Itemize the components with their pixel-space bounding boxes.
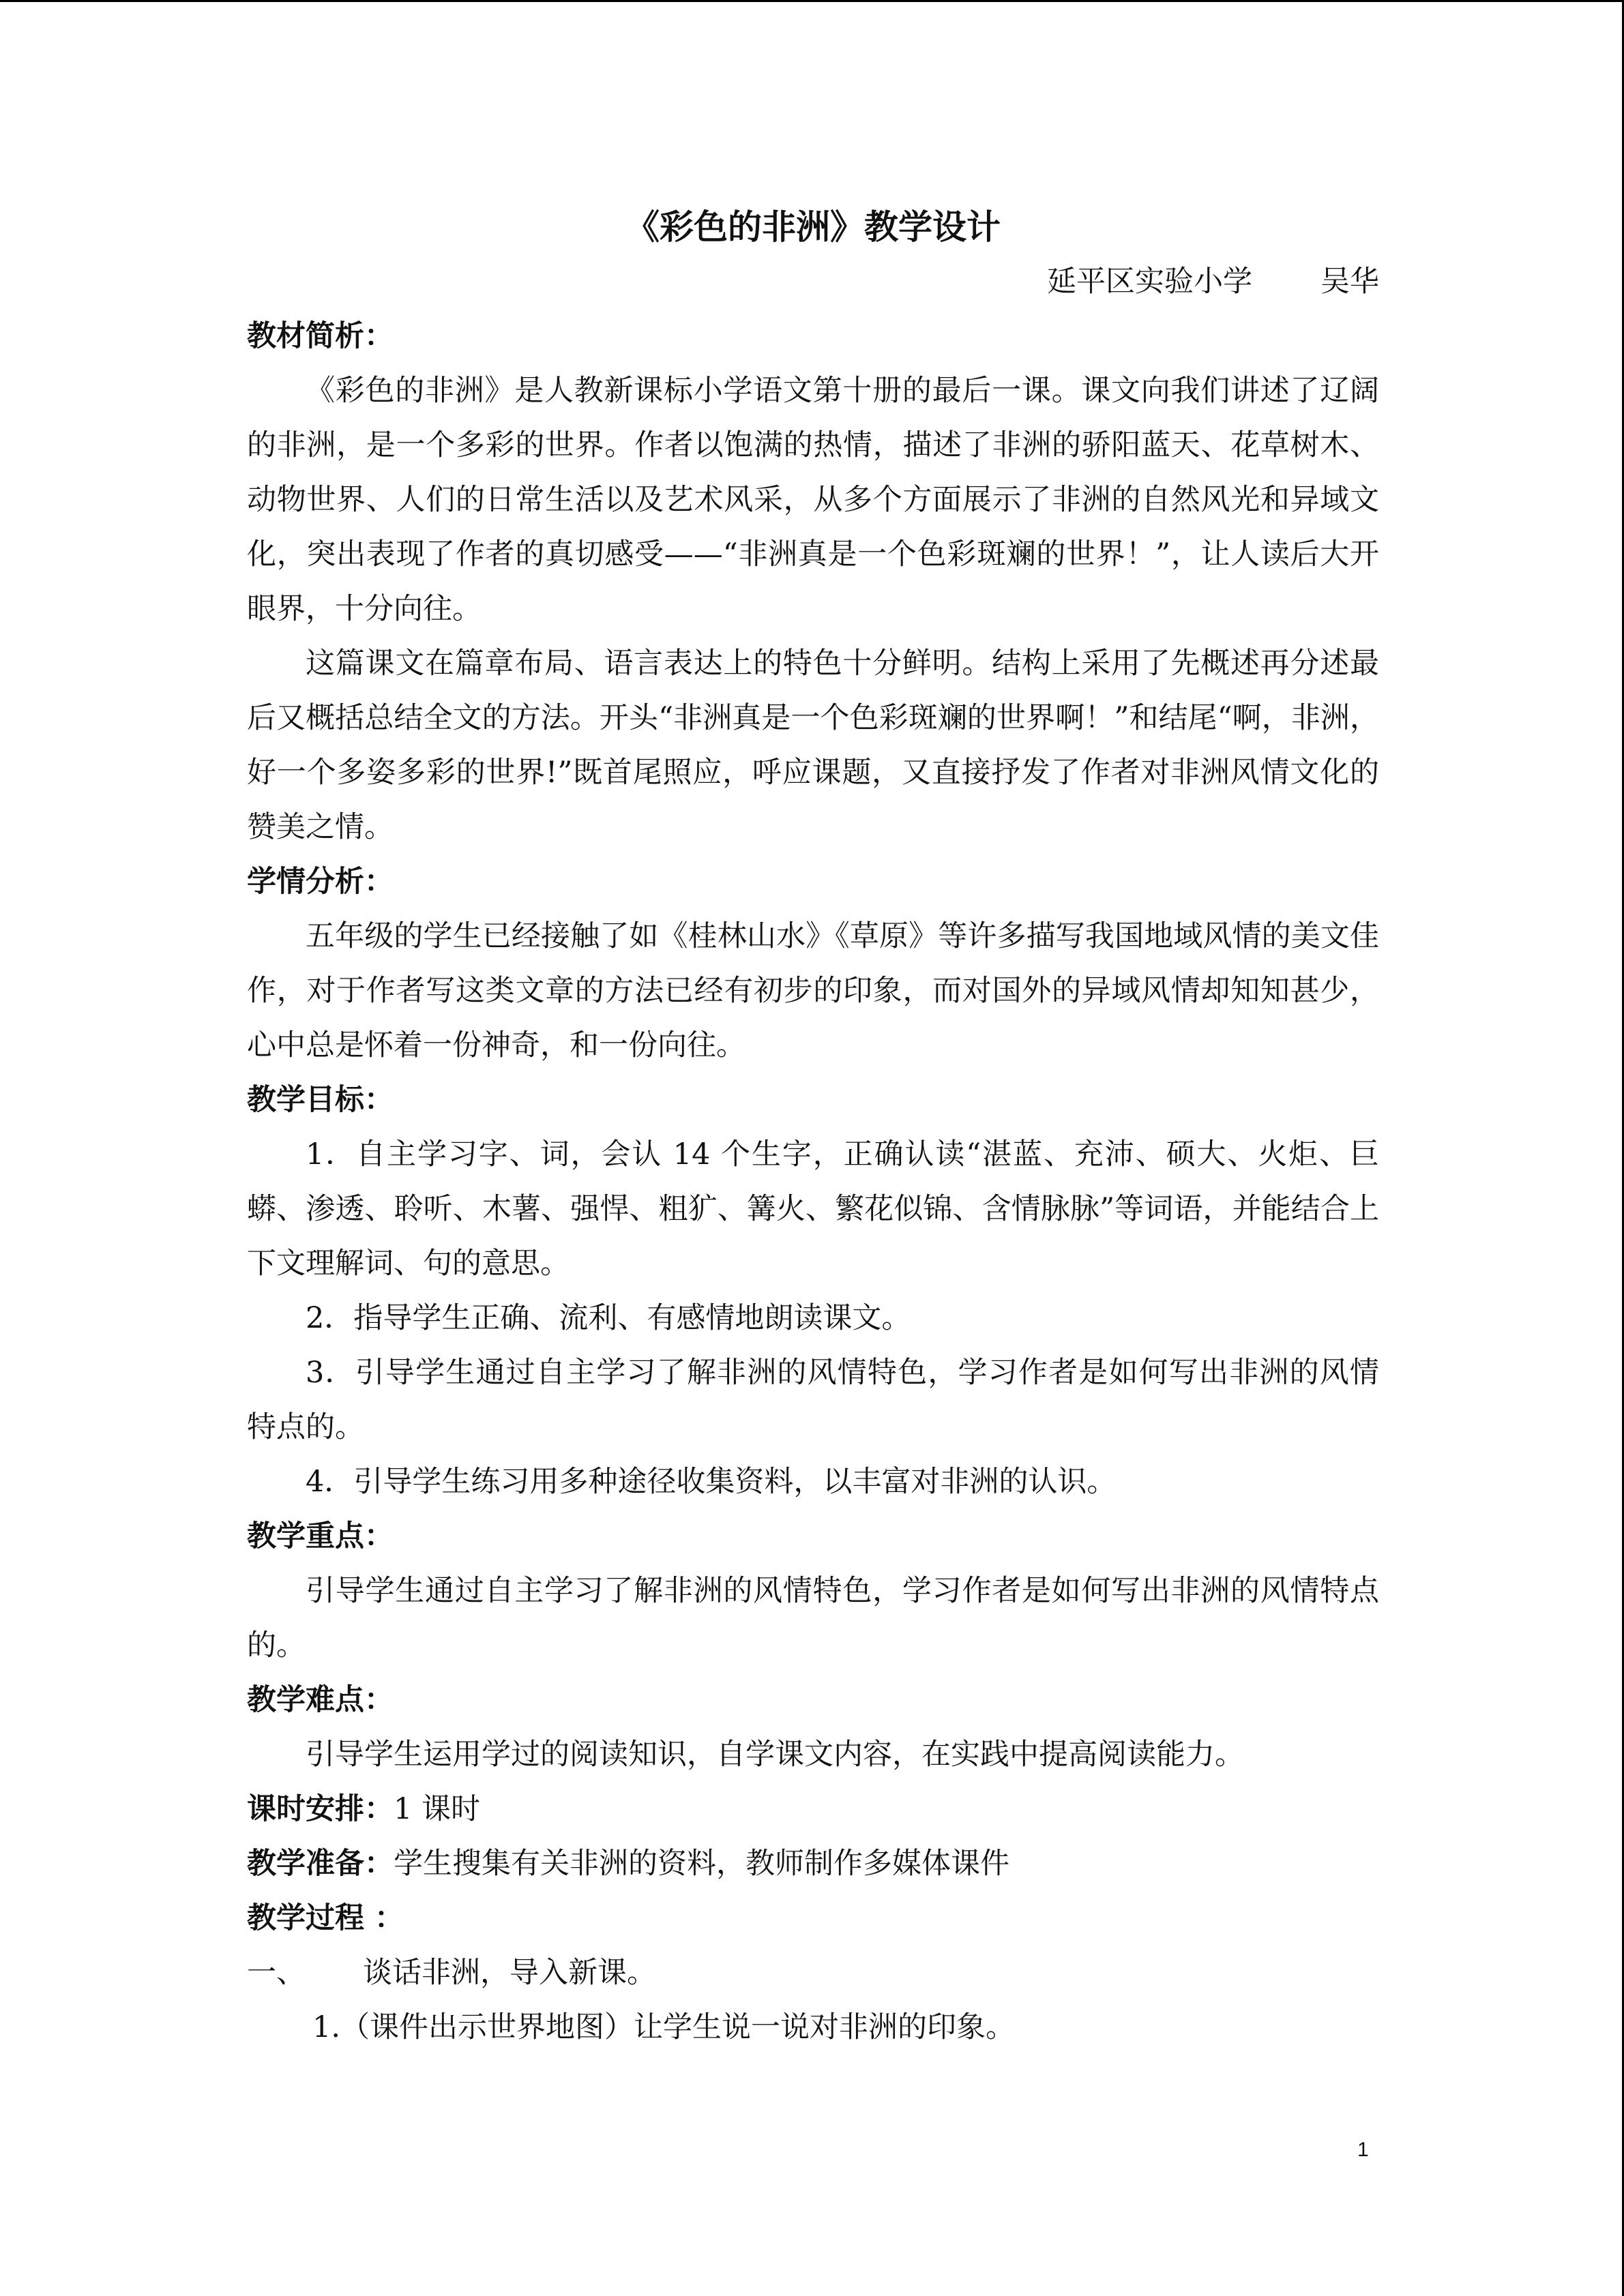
schedule-label: 课时安排：	[247, 1792, 394, 1826]
process-step-1	[247, 1945, 1379, 2000]
textbook-analysis-paragraph-1: 《彩色的非洲》是人教新课标小学语文第十册的最后一课。课文向我们讲述了辽阔的非洲，是一个多彩的世界。作者以饱满的热情，描述了非洲的骄阳蓝天、花草树木、动物世界、人们的日常生活以及艺术风采，从多个方面展示了非洲的自然风光和异域文化，突出表现了作者的真切感受——“非洲真是一个色彩斑斓的世界！”，让人读后大开眼界，十分向往。	[247, 374, 1379, 626]
schedule-row	[247, 1782, 1379, 1836]
teaching-goal-2: 2．指导学生正确、流利、有感情地朗读课文。	[306, 1301, 911, 1335]
page-number: 1	[1357, 2138, 1369, 2161]
student-analysis-paragraph: 五年级的学生已经接触了如《桂林山水》《草原》等许多描写我国地域风情的美文佳作，对于作者写这类文章的方法已经有初步的印象，而对国外的异域风情却知知甚少，心中总是怀着一份神奇，和一份向往。	[247, 919, 1379, 1062]
process-step-1-sub-1: 1.（课件出示世界地图）让学生说一说对非洲的印象。	[312, 2010, 1016, 2044]
textbook-analysis-heading: 教材简析：	[247, 319, 394, 353]
teaching-goal-4: 4．引导学生练习用多种途径收集资料，以丰富对非洲的认识。	[306, 1465, 1117, 1499]
textbook-analysis-paragraph-2: 这篇课文在篇章布局、语言表达上的特色十分鲜明。结构上采用了先概述再分述最后又概括总结全文的方法。开头“非洲真是一个色彩斑斓的世界啊！”和结尾“啊，非洲，好一个多姿多彩的世界!”既首尾照应，呼应课题，又直接抒发了作者对非洲风情文化的赞美之情。	[247, 646, 1379, 844]
student-analysis-heading: 学情分析：	[247, 865, 394, 899]
document-title: 《彩色的非洲》教学设计	[625, 207, 1001, 247]
preparation-label: 教学准备：	[247, 1847, 394, 1881]
key-points-heading: 教学重点：	[247, 1519, 394, 1553]
process-step-1-number: 一、	[247, 1956, 306, 1990]
author-name: 吴华	[1320, 265, 1379, 299]
teaching-goal-1: 1．自主学习字、词，会认 14 个生字，正确认读“湛蓝、充沛、硕大、火炬、巨蟒、渗透、聆听、木薯、强悍、粗犷、篝火、繁花似锦、含情脉脉”等词语，并能结合上下文理解词、句的意思。	[247, 1137, 1379, 1281]
document-body	[247, 200, 1379, 2055]
schedule-value: 1 课时	[394, 1792, 481, 1826]
author-school: 延平区实验小学	[1047, 265, 1252, 299]
teaching-process-heading: 教学过程 ：	[247, 1901, 404, 1935]
process-step-1-text: 谈话非洲，导入新课。	[363, 1956, 656, 1990]
preparation-value: 学生搜集有关非洲的资料，教师制作多媒体课件	[394, 1847, 1009, 1881]
teaching-goals-heading: 教学目标：	[247, 1083, 394, 1117]
difficulties-heading: 教学难点：	[247, 1683, 394, 1717]
key-points-paragraph: 引导学生通过自主学习了解非洲的风情特色，学习作者是如何写出非洲的风情特点的。	[247, 1574, 1379, 1663]
author-line	[247, 254, 1379, 309]
preparation-row	[247, 1836, 1379, 1891]
teaching-goal-3: 3．引导学生通过自主学习了解非洲的风情特色，学习作者是如何写出非洲的风情特点的。	[247, 1356, 1379, 1444]
difficulties-paragraph: 引导学生运用学过的阅读知识，自学课文内容，在实践中提高阅读能力。	[306, 1738, 1244, 1772]
